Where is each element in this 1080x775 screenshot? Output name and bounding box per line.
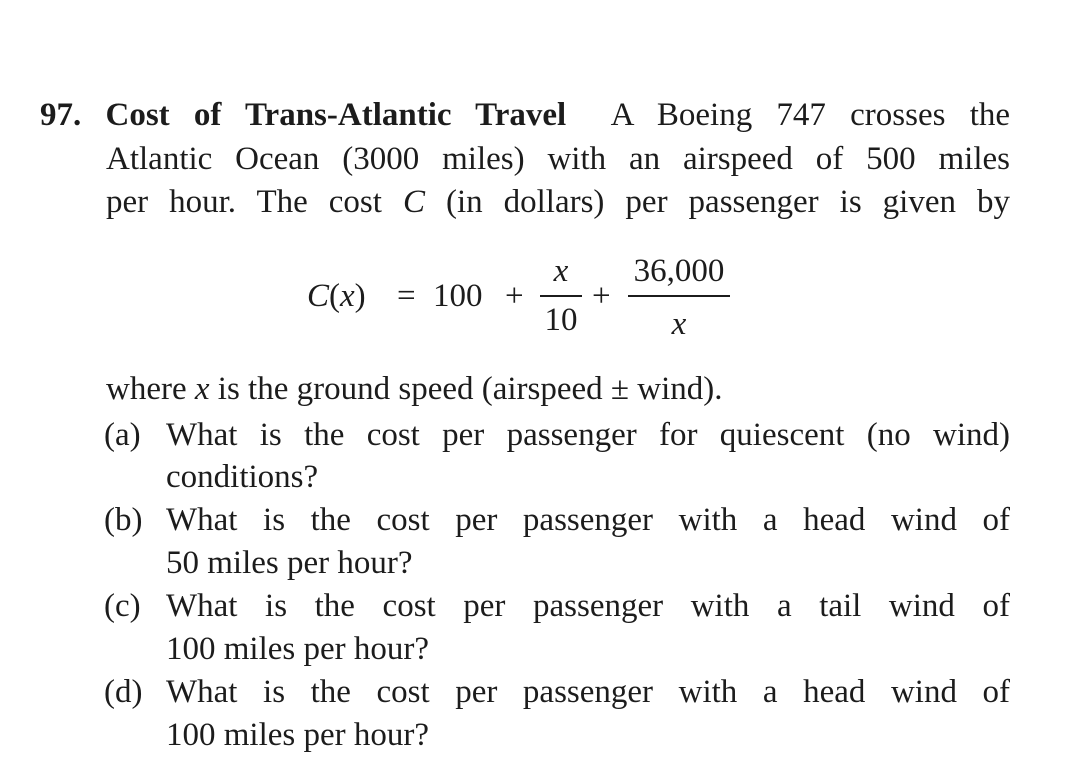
part-d-line-2 [166,716,429,754]
intro-text-3b: (in dollars) per passenger is given by [424,184,1011,220]
problem-title: Cost of Trans-Atlantic Travel [105,97,567,133]
eq-constant: 100 [433,278,483,314]
eq-plus-1: + [505,278,524,314]
part-c-line-2 [166,630,429,668]
intro-line-3 [106,183,1010,221]
eq-equals: = [397,278,416,314]
part-b-line-2 [166,544,413,582]
eq-arg: x [340,278,355,314]
intro-line-2 [106,140,1010,178]
part-a-line-1 [104,416,1010,454]
eq-lhs [307,277,366,315]
frac2-denominator: x [671,306,687,342]
part-d-label: (d) [104,674,143,710]
part-c-line-1 [104,587,1010,625]
where-line [106,370,723,408]
part-b-line-1 [104,501,1010,539]
eq-paren-open: ( [329,278,341,314]
frac2-bar [628,295,730,297]
part-d-line-1 [104,673,1010,711]
problem-number: 97. [40,97,82,133]
part-a-question: What is the cost per passenger for quiescent (no wind) [166,417,1010,453]
cost-variable: C [402,184,425,220]
where-text-b: is the ground speed (airspeed ± wind). [209,371,723,407]
frac1-numerator: x [553,253,569,289]
where-text-a: where [106,371,195,407]
part-c-label: (c) [104,588,141,624]
frac2-numerator: 36,000 [633,253,725,289]
where-variable: x [194,371,210,407]
part-a-question-cont: conditions? [166,459,319,495]
eq-func-name: C [307,278,330,314]
part-b-label: (b) [104,502,143,538]
intro-text-3a: per hour. The cost [106,184,403,220]
eq-plus-2: + [592,278,611,314]
part-a-label: (a) [104,417,141,453]
part-a-line-2 [166,458,318,496]
intro-text-2: Atlantic Ocean (3000 miles) with an airspeed of 500 miles [106,141,1010,177]
eq-paren-close: ) [354,278,366,314]
part-b-question-cont: 50 miles per hour? [166,545,413,581]
part-b-question: What is the cost per passenger with a head wind of [166,502,1010,538]
frac1-denominator: 10 [544,302,578,338]
problem-header-line [40,96,1010,134]
part-c-question: What is the cost per passenger with a tail wind of [166,588,1010,624]
frac1-bar [540,295,582,297]
part-d-question: What is the cost per passenger with a head wind of [166,674,1010,710]
intro-text-1: A Boeing 747 crosses the [610,97,1011,133]
part-d-question-cont: 100 miles per hour? [166,717,430,753]
part-c-question-cont: 100 miles per hour? [166,631,430,667]
